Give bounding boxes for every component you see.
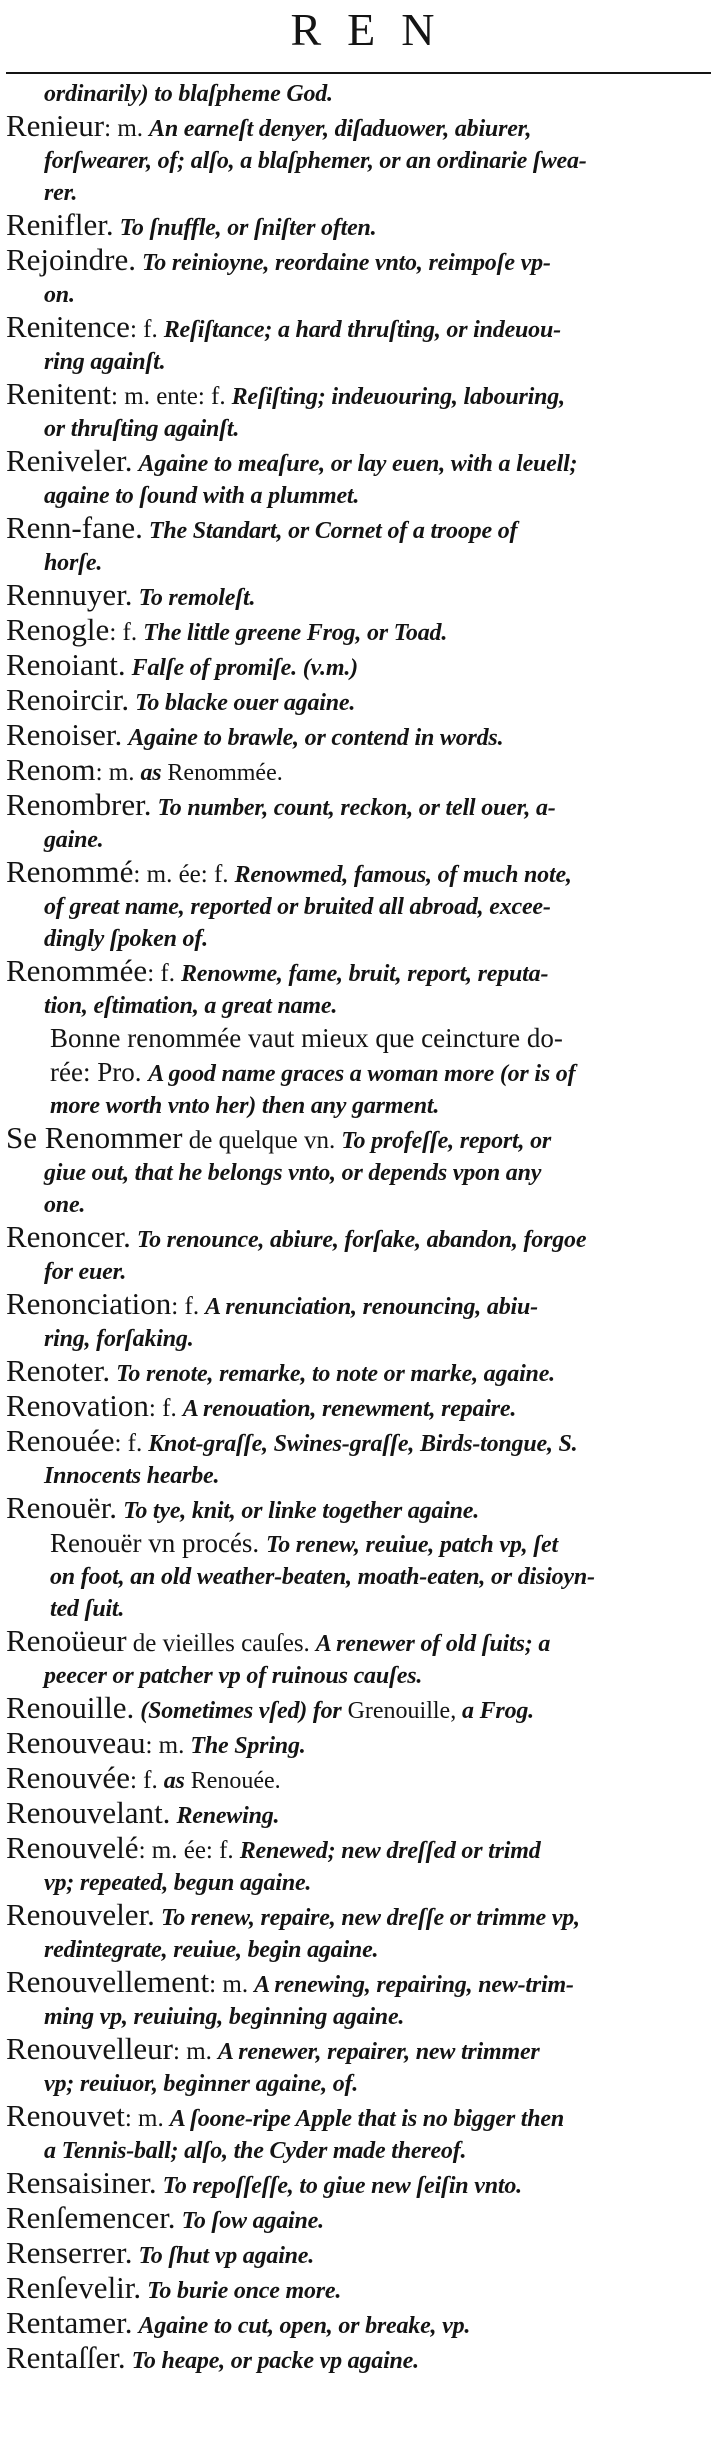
dictionary-entry: [6, 856, 706, 955]
headword: Renouvelleur: [6, 2031, 174, 2066]
entry-line: [6, 1625, 706, 1660]
entry-line: [50, 1561, 706, 1593]
translation-text: giue out, that he belongs vnto, or depends vpon any: [44, 1160, 542, 1186]
headword: Reniveler.: [6, 443, 133, 478]
dictionary-entry: [6, 1355, 706, 1390]
translation-text: vp; reuiuor, beginner againe, of.: [44, 2071, 359, 2097]
translation-text: Reſiſtance; a hard thruſting, or indeuou-: [163, 317, 561, 343]
translation-text: A renunciation, renouncing, abiu-: [205, 1294, 538, 1320]
entry-line: [44, 1189, 706, 1221]
entry-line: [6, 1762, 706, 1797]
translation-text: Falſe of promiſe. (v.m.): [131, 655, 358, 681]
entry-line: [6, 445, 706, 480]
entry-line: [6, 1425, 706, 1460]
headword: Renn-fane.: [6, 510, 143, 545]
grammar-label: : f.: [129, 316, 158, 343]
translation-text: To remoleſt.: [138, 585, 256, 611]
dictionary-entry: [6, 649, 706, 684]
translation-text: To ſhut vp againe.: [138, 2243, 315, 2269]
entry-line: [44, 1660, 706, 1692]
grammar-label: : m.: [104, 115, 144, 142]
entry-line: [50, 1022, 706, 1056]
entry-line: [44, 990, 706, 1022]
translation-text: To burie once more.: [147, 2278, 342, 2304]
entry-line: [6, 649, 706, 684]
entry-line: [44, 891, 706, 923]
entry-line: [6, 1288, 706, 1323]
translation-text: An earneſt denyer, diſaduower, abiurer,: [149, 116, 532, 142]
headword: Renombrer.: [6, 787, 152, 822]
headword: Renoüeur: [6, 1623, 127, 1658]
translation-text: The Standart, or Cornet of a troope of: [148, 518, 518, 544]
entry-line: [6, 579, 706, 614]
dictionary-entry: [6, 2167, 706, 2202]
translation-text: A ſoone-ripe Apple that is no bigger then: [169, 2106, 564, 2132]
entry-line: [6, 2342, 706, 2377]
entry-line: [44, 2135, 706, 2167]
dictionary-example: [6, 1022, 706, 1122]
running-head: REN: [290, 4, 461, 55]
translation-text: of great name, reported or bruited all abroad, excee-: [44, 894, 551, 920]
entry-line: [6, 684, 706, 719]
headword: Rentamer.: [6, 2305, 133, 2340]
entry-line: [6, 856, 706, 891]
header-rule: [6, 72, 711, 74]
entry-line: [44, 480, 706, 512]
dictionary-entry: [6, 1625, 706, 1692]
entry-line: [6, 1899, 706, 1934]
entry-line: [44, 78, 706, 110]
dictionary-example: [6, 1527, 706, 1625]
entry-line: [50, 1056, 706, 1090]
translation-text: ming vp, reuiuing, beginning againe.: [44, 2004, 405, 2030]
translation-text: To reinioyne, reordaine vnto, reimpoſe vp-: [142, 250, 551, 276]
entry-line: [6, 378, 706, 413]
dictionary-entry: [6, 1832, 706, 1899]
dictionary-entry: [6, 955, 706, 1022]
translation-text: Renewing.: [176, 1803, 280, 1829]
entry-line: [6, 512, 706, 547]
translation-text: more worth vnto her) then any garment.: [50, 1093, 440, 1119]
dictionary-entry: [6, 311, 706, 378]
headword: Renſemencer.: [6, 2200, 176, 2235]
dictionary-entry: [6, 78, 706, 110]
translation-text: redintegrate, reuiue, begin againe.: [44, 1937, 379, 1963]
translation-text: A renewer, repairer, new trimmer: [217, 2039, 540, 2065]
entry-line: [6, 614, 706, 649]
headword: Renouër.: [6, 1490, 118, 1525]
headword: Se Renommer: [6, 1120, 183, 1155]
entry-line: [50, 1593, 706, 1625]
entry-list: [6, 78, 706, 2377]
headword: Renom: [6, 752, 96, 787]
entry-line: [44, 923, 706, 955]
entry-line: [44, 177, 706, 209]
entry-line: [6, 2033, 706, 2068]
headword: Renonciation: [6, 1286, 172, 1321]
headword: Renouée: [6, 1423, 115, 1458]
translation-text: tion, eſtimation, a great name.: [44, 993, 338, 1019]
headword: Renouveler.: [6, 1897, 155, 1932]
headword: Renouille.: [6, 1690, 135, 1725]
dictionary-entry: [6, 512, 706, 579]
translation-text: Renewed; new dreſſed or trimd: [239, 1838, 541, 1864]
translation-text: ted ſuit.: [50, 1596, 125, 1622]
entry-line: [6, 2237, 706, 2272]
translation-text: To tye, knit, or linke together againe.: [123, 1498, 480, 1524]
grammar-label: : f.: [148, 1395, 177, 1422]
translation-text: as: [163, 1768, 185, 1794]
grammar-label: : m.: [124, 2105, 164, 2132]
dictionary-entry: [6, 1425, 706, 1492]
french-text: Grenouille,: [341, 1698, 457, 1724]
translation-text: as: [140, 760, 162, 786]
dictionary-entry: [6, 1899, 706, 1966]
dictionary-entry: [6, 209, 706, 244]
headword: Renoircir.: [6, 682, 130, 717]
headword: Renifler.: [6, 207, 114, 242]
translation-text: a Tennis-ball; alſo, the Cyder made thereof.: [44, 2138, 467, 2164]
grammar-label: : f.: [147, 960, 175, 987]
dictionary-entry: [6, 2033, 706, 2100]
dictionary-entry: [6, 378, 706, 445]
dictionary-entry: [6, 1797, 706, 1832]
translation-text: A good name graces a woman more (or is of: [148, 1061, 576, 1087]
entry-line: [50, 1090, 706, 1122]
translation-text: To renounce, abiure, forſake, abandon, forgoe: [136, 1227, 587, 1253]
grammar-label: : m. ée: f.: [138, 1837, 234, 1864]
headword: Rejoindre.: [6, 242, 136, 277]
headword: Renſevelir.: [6, 2270, 142, 2305]
entry-line: [44, 824, 706, 856]
translation-text: To repoſſeſſe, to giue new ſeiſin vnto.: [162, 2173, 522, 2199]
translation-text: forſwearer, of; alſo, a blaſphemer, or an ordinarie ſwea-: [44, 148, 587, 174]
entry-line: [44, 1934, 706, 1966]
headword: Renserrer.: [6, 2235, 133, 2270]
headword: Rennuyer.: [6, 577, 133, 612]
dictionary-entry: [6, 579, 706, 614]
entry-line: [44, 1157, 706, 1189]
translation-text: or thruſting againſt.: [44, 416, 240, 442]
grammar-label: de vieilles cauſes.: [126, 1630, 310, 1657]
headword: Renouvelant.: [6, 1795, 171, 1830]
headword: Rentaſſer.: [6, 2340, 126, 2375]
headword: Renoter.: [6, 1353, 111, 1388]
translation-text: on foot, an old weather-beaten, moath-eaten, or disioyn-: [50, 1564, 595, 1590]
translation-text: horſe.: [44, 550, 103, 576]
french-text: Renouée.: [184, 1768, 281, 1794]
entry-line: [6, 1797, 706, 1832]
headword: Renogle: [6, 612, 110, 647]
entry-line: [44, 1460, 706, 1492]
dictionary-entry: [6, 1390, 706, 1425]
dictionary-entry: [6, 1762, 706, 1797]
headword: Renoiser.: [6, 717, 123, 752]
entry-line: [6, 311, 706, 346]
grammar-label: : m.: [173, 2038, 212, 2065]
translation-text: vp; repeated, begun againe.: [44, 1870, 312, 1896]
translation-text: ordinarily) to blaſpheme God.: [44, 81, 333, 107]
headword: Renouvet: [6, 2098, 125, 2133]
translation-text: peecer or patcher vp of ruinous cauſes.: [44, 1663, 423, 1689]
entry-line: [6, 2167, 706, 2202]
entry-line: [6, 719, 706, 754]
headword: Renoiant.: [6, 647, 126, 682]
dictionary-entry: [6, 1122, 706, 1221]
dictionary-entry: [6, 1727, 706, 1762]
translation-text: To ſnuffle, or ſniſter often.: [119, 215, 377, 241]
grammar-label: : m. ente: f.: [111, 383, 226, 410]
dictionary-entry: [6, 789, 706, 856]
entry-line: [44, 145, 706, 177]
translation-text: gaine.: [44, 827, 104, 853]
translation-text: To renote, remarke, to note or marke, againe.: [116, 1361, 555, 1387]
entry-line: [44, 413, 706, 445]
translation-text: Knot-graſſe, Swines-graſſe, Birds-tongue, S.: [148, 1431, 578, 1457]
dictionary-entry: [6, 1288, 706, 1355]
grammar-label: : m. ée: f.: [133, 861, 229, 888]
headword: Renieur: [6, 108, 105, 143]
dictionary-entry: [6, 719, 706, 754]
translation-text: Againe to brawle, or contend in words.: [128, 725, 504, 751]
dictionary-entry: [6, 2202, 706, 2237]
translation-text: To renew, repaire, new dreſſe or trimme vp,: [160, 1905, 580, 1931]
dictionary-entry: [6, 684, 706, 719]
entry-line: [44, 2068, 706, 2100]
translation-text: Againe to cut, open, or breake, vp.: [138, 2313, 471, 2339]
entry-line: [6, 1390, 706, 1425]
dictionary-entry: [6, 2342, 706, 2377]
french-text: rée: Pro.: [50, 1057, 149, 1087]
headword: Renouvelé: [6, 1830, 139, 1865]
entry-line: [6, 1832, 706, 1867]
translation-text: Renowmed, famous, of much note,: [234, 862, 572, 888]
translation-text: The little greene Frog, or Toad.: [143, 620, 448, 646]
french-text: Renommée.: [161, 760, 283, 786]
entry-line: [44, 1256, 706, 1288]
entry-line: [50, 1527, 706, 1561]
entry-line: [44, 1323, 706, 1355]
headword: Renommé: [6, 854, 134, 889]
entry-line: [6, 209, 706, 244]
entry-line: [6, 1122, 706, 1157]
entry-line: [6, 955, 706, 990]
dictionary-entry: [6, 2307, 706, 2342]
dictionary-entry: [6, 1492, 706, 1527]
grammar-label: de quelque vn.: [182, 1127, 336, 1154]
entry-line: [6, 2307, 706, 2342]
entry-line: [6, 1221, 706, 1256]
dictionary-entry: [6, 754, 706, 789]
translation-text: rer.: [44, 180, 78, 206]
grammar-label: : m.: [95, 759, 135, 786]
entry-line: [6, 244, 706, 279]
translation-text: Againe to meaſure, or lay euen, with a leuell;: [138, 451, 578, 477]
translation-text: The Spring.: [190, 1733, 306, 1759]
headword: Renouvée: [6, 1760, 130, 1795]
translation-text: ring againſt.: [44, 349, 166, 375]
grammar-label: : m.: [145, 1732, 185, 1759]
grammar-label: : f.: [129, 1767, 158, 1794]
dictionary-entry: [6, 445, 706, 512]
translation-text: a Frog.: [456, 1698, 534, 1724]
entry-line: [6, 1966, 706, 2001]
headword: Renitent: [6, 376, 112, 411]
entry-line: [44, 1867, 706, 1899]
dictionary-entry: [6, 1221, 706, 1288]
translation-text: To heape, or packe vp againe.: [131, 2348, 419, 2374]
headword: Renommée: [6, 953, 148, 988]
translation-text: Reſiſting; indeuouring, labouring,: [231, 384, 565, 410]
translation-text: Renowme, fame, bruit, report, reputa-: [180, 961, 549, 987]
french-text: Bonne renommée vaut mieux que ceincture do-: [50, 1023, 563, 1053]
entry-line: [6, 1492, 706, 1527]
translation-text: ring, forſaking.: [44, 1326, 194, 1352]
entry-line: [6, 1355, 706, 1390]
entry-line: [6, 110, 706, 145]
dictionary-entry: [6, 1692, 706, 1727]
translation-text: To ſow againe.: [181, 2208, 324, 2234]
dictionary-entry: [6, 614, 706, 649]
entry-line: [6, 2100, 706, 2135]
translation-text: To renew, reuiue, patch vp, ſet: [265, 1532, 558, 1558]
dictionary-entry: [6, 1966, 706, 2033]
grammar-label: : m.: [209, 1971, 249, 1998]
headword: Renovation: [6, 1388, 149, 1423]
translation-text: one.: [44, 1192, 86, 1218]
dictionary-entry: [6, 2237, 706, 2272]
headword: Renouveau: [6, 1725, 146, 1760]
translation-text: To profeſſe, report, or: [341, 1128, 552, 1154]
french-text: Renouër vn procés.: [50, 1528, 266, 1558]
entry-line: [6, 2202, 706, 2237]
entry-line: [6, 789, 706, 824]
translation-text: (Sometimes vſed) for: [140, 1698, 342, 1724]
headword: Rensaisiner.: [6, 2165, 157, 2200]
headword: Renoncer.: [6, 1219, 131, 1254]
grammar-label: : f.: [114, 1430, 143, 1457]
translation-text: for euer.: [44, 1259, 127, 1285]
translation-text: A renewer of old ſuits; a: [315, 1631, 551, 1657]
entry-line: [44, 547, 706, 579]
translation-text: dingly ſpoken of.: [44, 926, 208, 952]
translation-text: A renouation, renewment, repaire.: [182, 1396, 517, 1422]
translation-text: To blacke ouer againe.: [135, 690, 356, 716]
dictionary-entry: [6, 2272, 706, 2307]
dictionary-entry: [6, 244, 706, 311]
headword: Renitence: [6, 309, 130, 344]
dictionary-entry: [6, 110, 706, 209]
entry-line: [6, 754, 706, 789]
entry-line: [6, 1692, 706, 1727]
entry-line: [44, 346, 706, 378]
grammar-label: : f.: [171, 1293, 200, 1320]
entry-line: [44, 2001, 706, 2033]
translation-text: Innocents hearbe.: [44, 1463, 220, 1489]
translation-text: To number, count, reckon, or tell ouer, a-: [157, 795, 556, 821]
translation-text: againe to ſound with a plummet.: [44, 483, 360, 509]
entry-line: [6, 2272, 706, 2307]
translation-text: A renewing, repairing, new-trim-: [254, 1972, 574, 1998]
translation-text: on.: [44, 282, 75, 308]
headword: Renouvellement: [6, 1964, 210, 1999]
entry-line: [6, 1727, 706, 1762]
entry-line: [44, 279, 706, 311]
grammar-label: : f.: [109, 619, 138, 646]
dictionary-entry: [6, 2100, 706, 2167]
